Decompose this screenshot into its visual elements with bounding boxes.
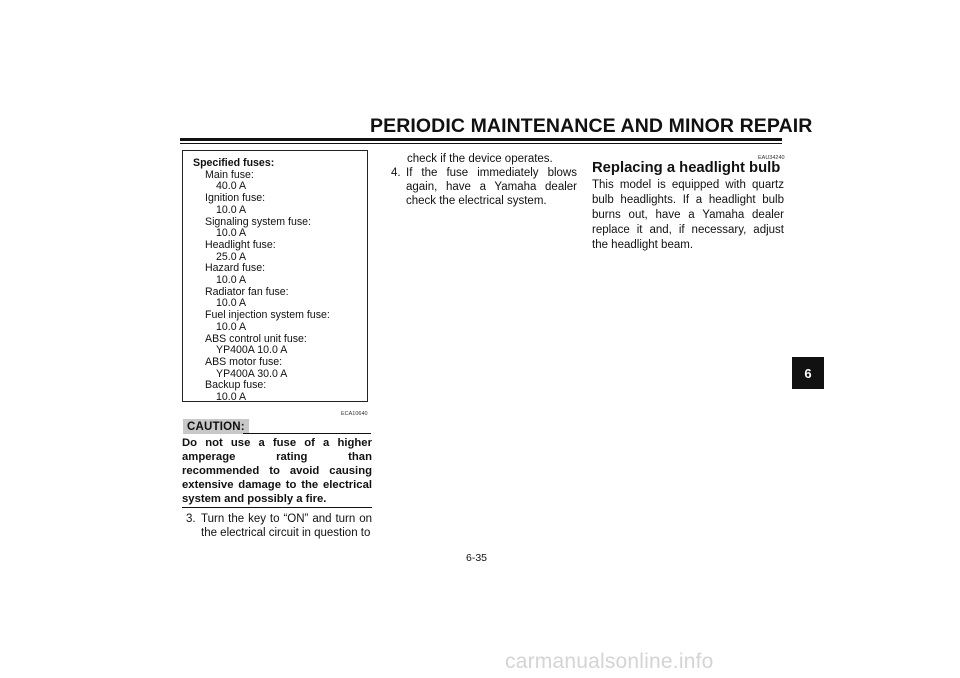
caution-underline <box>243 433 371 434</box>
step-number: 3. <box>186 513 196 525</box>
caution-text: Do not use a fuse of a higher amperage rating than recommended to avoid causing extensive damage to the electrical system and possibly a fire. <box>182 437 372 505</box>
step-3-continuation: check if the device operates. <box>407 153 553 165</box>
spec-item-name: Ignition fuse: <box>205 192 266 205</box>
header-rule-thin <box>180 143 782 144</box>
page-header-title: PERIODIC MAINTENANCE AND MINOR REPAIR <box>370 115 813 137</box>
spec-item-value: 10.0 A <box>216 203 247 216</box>
spec-item-value: YP400A 10.0 A <box>216 344 288 357</box>
spec-item-name: Hazard fuse: <box>205 262 266 275</box>
section-title: Replacing a headlight bulb <box>592 160 781 176</box>
spec-item-value: 25.0 A <box>216 250 247 263</box>
step-text: Turn the key to “ON” and turn on the electrical circuit in question to <box>201 513 372 539</box>
spec-item-name: Headlight fuse: <box>205 238 276 251</box>
spec-item-value: 10.0 A <box>216 320 247 333</box>
spec-item-name: Main fuse: <box>205 168 254 181</box>
spec-item-name: Backup fuse: <box>205 379 267 392</box>
spec-item-value: 10.0 A <box>216 391 247 404</box>
caution-code: ECA10640 <box>341 411 368 417</box>
step-number: 4. <box>391 167 401 179</box>
section-body: This model is equipped with quartz bulb headlights. If a headlight bulb burns out, have a Yamaha dealer replace it and, if necessary, adjust the headlight beam. <box>592 179 784 251</box>
header-rule-thick <box>180 138 782 141</box>
spec-item-value: 10.0 A <box>216 274 247 287</box>
page-number: 6-35 <box>466 552 488 564</box>
spec-item-name: ABS control unit fuse: <box>205 332 307 345</box>
chapter-tab: 6 <box>792 357 824 389</box>
watermark: carmanualsonline.info <box>505 650 714 673</box>
spec-item-name: ABS motor fuse: <box>205 355 283 368</box>
spec-item-value: 40.0 A <box>216 180 247 193</box>
spec-item-value: YP400A 30.0 A <box>216 367 288 380</box>
step-4 <box>391 166 577 208</box>
spec-item-name: Radiator fan fuse: <box>205 285 289 298</box>
step-3 <box>186 512 372 540</box>
spec-item-value: 10.0 A <box>216 227 247 240</box>
caution-badge: CAUTION: <box>183 419 249 434</box>
spec-heading: Specified fuses: <box>193 157 275 169</box>
spec-item-name: Signaling system fuse: <box>205 215 311 228</box>
section-code: EAU34240 <box>758 155 785 161</box>
spec-item-name: Fuel injection system fuse: <box>205 309 330 322</box>
spec-item-value: 10.0 A <box>216 297 247 310</box>
caution-bottom-rule <box>182 507 372 508</box>
step-text: If the fuse immediately blows again, have a Yamaha dealer check the electrical system. <box>406 167 577 207</box>
specified-fuses-box <box>182 150 368 402</box>
